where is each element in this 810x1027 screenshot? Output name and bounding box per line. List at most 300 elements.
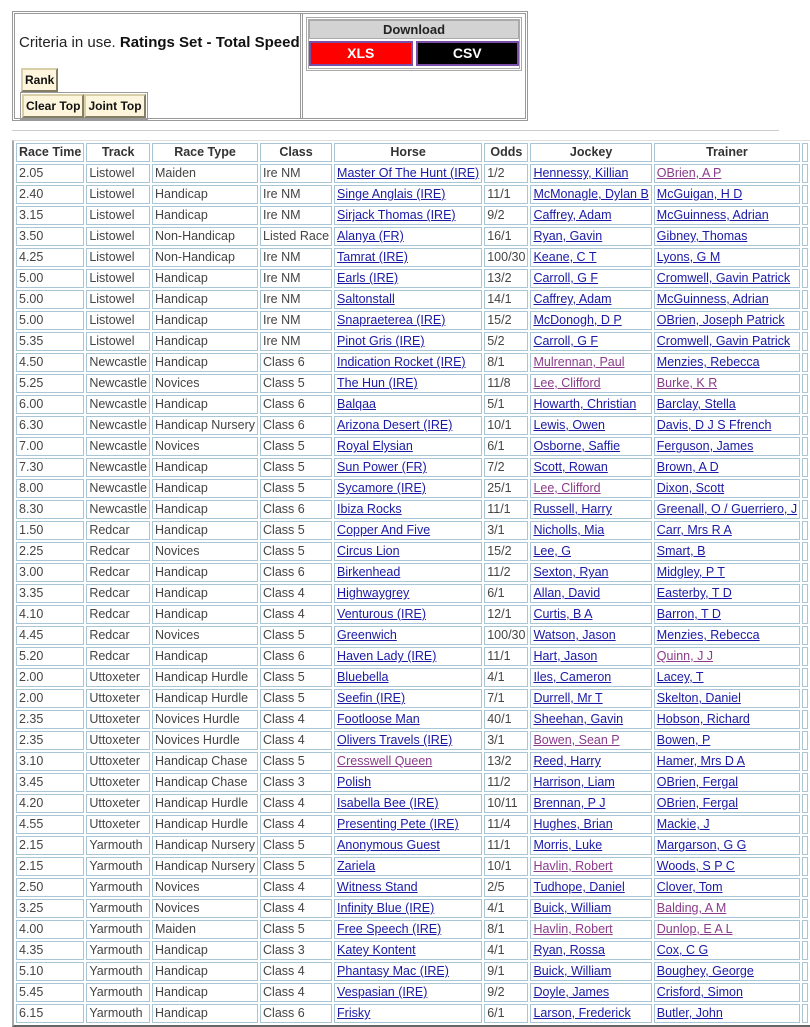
race-type-cell: Handicap: [152, 479, 258, 498]
trainer-link[interactable]: Bowen, P: [656, 733, 711, 747]
odds-cell: 4/1: [484, 668, 528, 687]
trainer-link[interactable]: Cox, C G: [656, 943, 709, 957]
table-row: [16, 206, 808, 225]
jockey-link[interactable]: Iles, Cameron: [533, 670, 612, 684]
table-row: [16, 584, 808, 603]
trainer-link[interactable]: Woods, S P C: [656, 859, 735, 873]
table-row: [16, 647, 808, 666]
class-cell: Ire NM: [260, 206, 332, 225]
race-type-cell: Novices: [152, 542, 258, 561]
trainer-cell: [654, 857, 800, 876]
jockey-cell: [530, 395, 651, 414]
jockey-link[interactable]: Russell, Harry: [533, 502, 612, 516]
odds-cell: 16/1: [484, 227, 528, 246]
trainer-link[interactable]: Margarson, G G: [656, 838, 747, 852]
jockey-link[interactable]: Allan, David: [533, 586, 601, 600]
jockey-link[interactable]: Buick, William: [533, 964, 612, 978]
track-cell: Newcastle: [86, 374, 150, 393]
column-header-odds[interactable]: Odds: [484, 143, 528, 162]
track-cell: Newcastle: [86, 353, 150, 372]
horse-cell: [334, 248, 482, 267]
overflow-cell: [802, 416, 808, 435]
column-header-track[interactable]: Track: [86, 143, 150, 162]
horse-link[interactable]: Witness Stand: [337, 880, 418, 894]
jockey-link[interactable]: Durrell, Mr T: [533, 691, 603, 705]
jockey-link[interactable]: Larson, Frederick: [533, 1006, 631, 1020]
class-cell: Class 5: [260, 458, 332, 477]
trainer-link[interactable]: OBrien, Fergal: [656, 775, 739, 789]
race-time-cell: 2.15: [16, 836, 84, 855]
horse-link[interactable]: Bluebella: [337, 670, 389, 684]
trainer-cell: [654, 920, 800, 939]
criteria-download-panel: [12, 11, 528, 121]
race-type-cell: Handicap: [152, 584, 258, 603]
table-row: [16, 668, 808, 687]
jockey-cell: [530, 290, 651, 309]
clear-top-button[interactable]: Clear Top: [22, 94, 84, 118]
trainer-cell: [654, 1004, 800, 1023]
track-cell: Uttoxeter: [86, 710, 150, 729]
trainer-link[interactable]: Carr, Mrs R A: [656, 523, 732, 537]
odds-cell: 3/1: [484, 521, 528, 540]
race-type-cell: Handicap Nursery: [152, 416, 258, 435]
jockey-link[interactable]: Ryan, Rossa: [533, 943, 606, 957]
jockey-cell: [530, 626, 651, 645]
horse-cell: [334, 962, 482, 981]
race-time-cell: 2.40: [16, 185, 84, 204]
trainer-cell: [654, 500, 800, 519]
trainer-cell: [654, 605, 800, 624]
table-row: [16, 815, 808, 834]
race-time-cell: 1.50: [16, 521, 84, 540]
overflow-cell: [802, 185, 808, 204]
trainer-cell: [654, 773, 800, 792]
download-csv-button[interactable]: CSV: [416, 41, 520, 66]
horse-cell: [334, 836, 482, 855]
trainer-link[interactable]: McGuigan, H D: [656, 187, 743, 201]
column-header-jockey[interactable]: Jockey: [530, 143, 651, 162]
table-row: [16, 836, 808, 855]
horse-link[interactable]: Polish: [337, 775, 372, 789]
horse-link[interactable]: Sycamore (IRE): [337, 481, 426, 495]
overflow-cell: [802, 794, 808, 813]
trainer-link[interactable]: Ferguson, James: [656, 439, 754, 453]
horse-link[interactable]: Cresswell Queen: [337, 754, 433, 768]
horse-cell: [334, 206, 482, 225]
horse-cell: [334, 374, 482, 393]
jockey-link[interactable]: Hennessy, Killian: [533, 166, 629, 180]
trainer-link[interactable]: Lacey, T: [656, 670, 704, 684]
table-row: [16, 731, 808, 750]
jockey-cell: [530, 416, 651, 435]
horse-cell: [334, 815, 482, 834]
odds-cell: 5/2: [484, 332, 528, 351]
class-cell: Class 6: [260, 1004, 332, 1023]
horse-cell: [334, 164, 482, 183]
trainer-link[interactable]: Butler, John: [656, 1006, 723, 1020]
jockey-link[interactable]: Lee, Clifford: [533, 481, 601, 495]
race-time-cell: 3.10: [16, 752, 84, 771]
jockey-cell: [530, 248, 651, 267]
race-type-cell: Handicap: [152, 941, 258, 960]
jockey-link[interactable]: Mulrennan, Paul: [533, 355, 625, 369]
jockey-link[interactable]: Caffrey, Adam: [533, 208, 612, 222]
jockey-link[interactable]: Hughes, Brian: [533, 817, 613, 831]
horse-link[interactable]: Sun Power (FR): [337, 460, 427, 474]
track-cell: Redcar: [86, 563, 150, 582]
jockey-cell: [530, 668, 651, 687]
trainer-link[interactable]: Brown, A D: [656, 460, 719, 474]
trainer-link[interactable]: Barron, T D: [656, 607, 721, 621]
trainer-link[interactable]: Menzies, Rebecca: [656, 355, 760, 369]
horse-link[interactable]: Master Of The Hunt (IRE): [337, 166, 480, 180]
horse-link[interactable]: Frisky: [337, 1006, 371, 1020]
odds-cell: 10/1: [484, 857, 528, 876]
table-row: [16, 164, 808, 183]
horse-link[interactable]: Katey Kontent: [337, 943, 416, 957]
download-cell: [303, 14, 525, 118]
trainer-link[interactable]: Cromwell, Gavin Patrick: [656, 334, 791, 348]
jockey-link[interactable]: Caffrey, Adam: [533, 292, 612, 306]
jockey-link[interactable]: Scott, Rowan: [533, 460, 608, 474]
horse-link[interactable]: Zariela: [337, 859, 376, 873]
trainer-link[interactable]: Burke, K R: [656, 376, 718, 390]
track-cell: Newcastle: [86, 395, 150, 414]
trainer-link[interactable]: OBrien, Fergal: [656, 796, 739, 810]
horse-link[interactable]: Free Speech (IRE): [337, 922, 442, 936]
track-cell: Uttoxeter: [86, 689, 150, 708]
horse-link[interactable]: Pinot Gris (IRE): [337, 334, 425, 348]
overflow-cell: [802, 899, 808, 918]
download-box: [306, 17, 522, 71]
overflow-cell: [802, 710, 808, 729]
race-time-cell: 7.30: [16, 458, 84, 477]
horse-link[interactable]: Alanya (FR): [337, 229, 404, 243]
horse-link[interactable]: Birkenhead: [337, 565, 401, 579]
race-type-cell: Handicap Hurdle: [152, 794, 258, 813]
trainer-link[interactable]: Easterby, T D: [656, 586, 732, 600]
track-cell: Uttoxeter: [86, 773, 150, 792]
race-time-cell: 2.15: [16, 857, 84, 876]
horse-cell: [334, 1004, 482, 1023]
trainer-cell: [654, 206, 800, 225]
trainer-link[interactable]: Mackie, J: [656, 817, 710, 831]
horse-link[interactable]: Venturous (IRE): [337, 607, 426, 621]
overflow-cell: [802, 164, 808, 183]
horse-link[interactable]: Greenwich: [337, 628, 397, 642]
trainer-link[interactable]: OBrien, A P: [656, 166, 722, 180]
track-cell: Redcar: [86, 605, 150, 624]
table-row: [16, 269, 808, 288]
race-type-cell: Novices Hurdle: [152, 731, 258, 750]
overflow-cell: [802, 626, 808, 645]
horse-link[interactable]: Royal Elysian: [337, 439, 413, 453]
column-header-horse[interactable]: Horse: [334, 143, 482, 162]
jockey-link[interactable]: Curtis, B A: [533, 607, 593, 621]
jockey-link[interactable]: Ryan, Gavin: [533, 229, 603, 243]
overflow-cell: [802, 206, 808, 225]
horse-link[interactable]: Saltonstall: [337, 292, 395, 306]
jockey-cell: [530, 836, 651, 855]
horse-cell: [334, 500, 482, 519]
jockey-link[interactable]: Tudhope, Daniel: [533, 880, 625, 894]
track-cell: Yarmouth: [86, 836, 150, 855]
track-cell: Uttoxeter: [86, 815, 150, 834]
horse-link[interactable]: Singe Anglais (IRE): [337, 187, 446, 201]
horse-link[interactable]: Anonymous Guest: [337, 838, 440, 852]
odds-cell: 15/2: [484, 542, 528, 561]
horse-link[interactable]: Isabella Bee (IRE): [337, 796, 439, 810]
horse-cell: [334, 773, 482, 792]
horse-link[interactable]: Ibiza Rocks: [337, 502, 402, 516]
class-cell: Class 5: [260, 542, 332, 561]
jockey-link[interactable]: Brennan, P J: [533, 796, 606, 810]
jockey-link[interactable]: Watson, Jason: [533, 628, 616, 642]
jockey-link[interactable]: Sexton, Ryan: [533, 565, 609, 579]
race-type-cell: Handicap: [152, 458, 258, 477]
race-time-cell: 2.00: [16, 668, 84, 687]
track-cell: Listowel: [86, 206, 150, 225]
race-type-cell: Handicap: [152, 962, 258, 981]
overflow-cell: [802, 374, 808, 393]
class-cell: Ire NM: [260, 164, 332, 183]
track-cell: Newcastle: [86, 437, 150, 456]
odds-cell: 11/2: [484, 563, 528, 582]
trainer-link[interactable]: Crisford, Simon: [656, 985, 743, 999]
race-type-cell: Maiden: [152, 920, 258, 939]
trainer-link[interactable]: Boughey, George: [656, 964, 754, 978]
trainer-link[interactable]: OBrien, Joseph Patrick: [656, 313, 785, 327]
horse-link[interactable]: Infinity Blue (IRE): [337, 901, 435, 915]
trainer-link[interactable]: Hobson, Richard: [656, 712, 750, 726]
horse-link[interactable]: Tamrat (IRE): [337, 250, 408, 264]
race-type-cell: Handicap: [152, 983, 258, 1002]
class-cell: Class 5: [260, 920, 332, 939]
track-cell: Listowel: [86, 269, 150, 288]
horse-link[interactable]: Snapraeterea (IRE): [337, 313, 446, 327]
jockey-link[interactable]: Harrison, Liam: [533, 775, 615, 789]
column-header-trainer[interactable]: Trainer: [654, 143, 800, 162]
track-cell: Newcastle: [86, 500, 150, 519]
race-type-cell: Handicap: [152, 1004, 258, 1023]
jockey-link[interactable]: Lee, Clifford: [533, 376, 601, 390]
horse-link[interactable]: Olivers Travels (IRE): [337, 733, 453, 747]
track-cell: Listowel: [86, 332, 150, 351]
jockey-link[interactable]: Nicholls, Mia: [533, 523, 605, 537]
rank-button[interactable]: Rank: [21, 68, 58, 92]
joint-top-button[interactable]: Joint Top: [84, 94, 145, 118]
horse-cell: [334, 941, 482, 960]
jockey-link[interactable]: Havlin, Robert: [533, 859, 613, 873]
track-cell: Yarmouth: [86, 983, 150, 1002]
table-row: [16, 1004, 808, 1023]
class-cell: Class 5: [260, 437, 332, 456]
jockey-link[interactable]: Osborne, Saffie: [533, 439, 621, 453]
trainer-link[interactable]: Lyons, G M: [656, 250, 721, 264]
horse-link[interactable]: Balqaa: [337, 397, 376, 411]
horse-link[interactable]: Seefin (IRE): [337, 691, 406, 705]
table-row: [16, 227, 808, 246]
odds-cell: 5/1: [484, 395, 528, 414]
horse-link[interactable]: Vespasian (IRE): [337, 985, 428, 999]
odds-cell: 4/1: [484, 941, 528, 960]
jockey-cell: [530, 227, 651, 246]
overflow-cell: [802, 836, 808, 855]
trainer-link[interactable]: Balding, A M: [656, 901, 727, 915]
jockey-link[interactable]: Reed, Harry: [533, 754, 601, 768]
jockey-link[interactable]: Havlin, Robert: [533, 922, 613, 936]
table-row: [16, 311, 808, 330]
trainer-link[interactable]: Skelton, Daniel: [656, 691, 741, 705]
track-cell: Yarmouth: [86, 878, 150, 897]
trainer-link[interactable]: Gibney, Thomas: [656, 229, 748, 243]
race-time-cell: 3.45: [16, 773, 84, 792]
trainer-link[interactable]: McGuinness, Adrian: [656, 292, 769, 306]
track-cell: Redcar: [86, 542, 150, 561]
trainer-cell: [654, 647, 800, 666]
class-cell: Class 4: [260, 605, 332, 624]
trainer-cell: [654, 227, 800, 246]
trainer-cell: [654, 542, 800, 561]
race-time-cell: 4.20: [16, 794, 84, 813]
class-cell: Class 4: [260, 899, 332, 918]
horse-link[interactable]: Circus Lion: [337, 544, 400, 558]
jockey-link[interactable]: Buick, William: [533, 901, 612, 915]
download-xls-button[interactable]: XLS: [309, 41, 413, 66]
race-time-cell: 3.50: [16, 227, 84, 246]
jockey-link[interactable]: Morris, Luke: [533, 838, 603, 852]
class-cell: Class 5: [260, 857, 332, 876]
jockey-cell: [530, 458, 651, 477]
trainer-link[interactable]: Greenall, O / Guerriero, J: [656, 502, 798, 516]
trainer-cell: [654, 689, 800, 708]
trainer-cell: [654, 983, 800, 1002]
horse-cell: [334, 416, 482, 435]
trainer-cell: [654, 479, 800, 498]
jockey-link[interactable]: Bowen, Sean P: [533, 733, 620, 747]
horse-cell: [334, 668, 482, 687]
trainer-link[interactable]: Hamer, Mrs D A: [656, 754, 745, 768]
overflow-cell: [802, 227, 808, 246]
trainer-cell: [654, 836, 800, 855]
trainer-cell: [654, 458, 800, 477]
trainer-link[interactable]: Dunlop, E A L: [656, 922, 733, 936]
column-header-race-time[interactable]: Race Time: [16, 143, 84, 162]
horse-link[interactable]: Haven Lady (IRE): [337, 649, 437, 663]
trainer-link[interactable]: Cromwell, Gavin Patrick: [656, 271, 791, 285]
download-buttons: [309, 39, 519, 66]
overflow-cell: [802, 647, 808, 666]
trainer-cell: [654, 668, 800, 687]
class-cell: Class 6: [260, 395, 332, 414]
trainer-cell: [654, 710, 800, 729]
race-type-cell: Non-Handicap: [152, 248, 258, 267]
jockey-link[interactable]: Carroll, G F: [533, 271, 599, 285]
jockey-link[interactable]: McMonagle, Dylan B: [533, 187, 649, 201]
trainer-cell: [654, 563, 800, 582]
trainer-link[interactable]: Davis, D J S Ffrench: [656, 418, 772, 432]
trainer-link[interactable]: Smart, B: [656, 544, 706, 558]
jockey-link[interactable]: Howarth, Christian: [533, 397, 637, 411]
jockey-link[interactable]: Hart, Jason: [533, 649, 598, 663]
horse-cell: [334, 269, 482, 288]
top-button-group: [20, 92, 148, 120]
track-cell: Listowel: [86, 164, 150, 183]
jockey-link[interactable]: Lee, G: [533, 544, 571, 558]
class-cell: Ire NM: [260, 248, 332, 267]
trainer-cell: [654, 311, 800, 330]
jockey-link[interactable]: Doyle, James: [533, 985, 610, 999]
horse-cell: [334, 332, 482, 351]
horse-link[interactable]: The Hun (IRE): [337, 376, 418, 390]
trainer-link[interactable]: McGuinness, Adrian: [656, 208, 769, 222]
overflow-cell: [802, 773, 808, 792]
trainer-link[interactable]: Quinn, J J: [656, 649, 714, 663]
column-header-class[interactable]: Class: [260, 143, 332, 162]
overflow-cell: [802, 983, 808, 1002]
overflow-cell: [802, 521, 808, 540]
class-cell: Ire NM: [260, 311, 332, 330]
horse-link[interactable]: Footloose Man: [337, 712, 420, 726]
jockey-link[interactable]: Keane, C T: [533, 250, 597, 264]
horse-link[interactable]: Highwaygrey: [337, 586, 410, 600]
horse-link[interactable]: Copper And Five: [337, 523, 431, 537]
horse-cell: [334, 542, 482, 561]
race-type-cell: Handicap Hurdle: [152, 668, 258, 687]
trainer-link[interactable]: Menzies, Rebecca: [656, 628, 760, 642]
jockey-link[interactable]: Carroll, G F: [533, 334, 599, 348]
class-cell: Ire NM: [260, 269, 332, 288]
race-time-cell: 8.30: [16, 500, 84, 519]
horse-link[interactable]: Earls (IRE): [337, 271, 399, 285]
trainer-cell: [654, 353, 800, 372]
race-time-cell: 4.25: [16, 248, 84, 267]
jockey-link[interactable]: Sheehan, Gavin: [533, 712, 624, 726]
overflow-cell: [802, 857, 808, 876]
horse-link[interactable]: Arizona Desert (IRE): [337, 418, 453, 432]
overflow-cell: [802, 584, 808, 603]
race-type-cell: Handicap: [152, 353, 258, 372]
trainer-cell: [654, 731, 800, 750]
horse-link[interactable]: Indication Rocket (IRE): [337, 355, 466, 369]
class-cell: Class 5: [260, 668, 332, 687]
trainer-link[interactable]: Dixon, Scott: [656, 481, 725, 495]
odds-cell: 13/2: [484, 269, 528, 288]
column-header-race-type[interactable]: Race Type: [152, 143, 258, 162]
trainer-cell: [654, 332, 800, 351]
trainer-link[interactable]: Clover, Tom: [656, 880, 723, 894]
horse-cell: [334, 353, 482, 372]
trainer-link[interactable]: Barclay, Stella: [656, 397, 736, 411]
overflow-cell: [802, 752, 808, 771]
jockey-link[interactable]: Lewis, Owen: [533, 418, 606, 432]
race-time-cell: 5.00: [16, 269, 84, 288]
table-row: [16, 794, 808, 813]
odds-cell: 4/1: [484, 899, 528, 918]
trainer-link[interactable]: Midgley, P T: [656, 565, 725, 579]
jockey-cell: [530, 710, 651, 729]
jockey-link[interactable]: McDonogh, D P: [533, 313, 622, 327]
horse-link[interactable]: Phantasy Mac (IRE): [337, 964, 449, 978]
jockey-cell: [530, 353, 651, 372]
odds-cell: 7/2: [484, 458, 528, 477]
track-cell: Yarmouth: [86, 899, 150, 918]
horse-link[interactable]: Presenting Pete (IRE): [337, 817, 459, 831]
race-time-cell: 5.00: [16, 311, 84, 330]
table-row: [16, 458, 808, 477]
race-time-cell: 3.15: [16, 206, 84, 225]
horse-link[interactable]: Sirjack Thomas (IRE): [337, 208, 456, 222]
